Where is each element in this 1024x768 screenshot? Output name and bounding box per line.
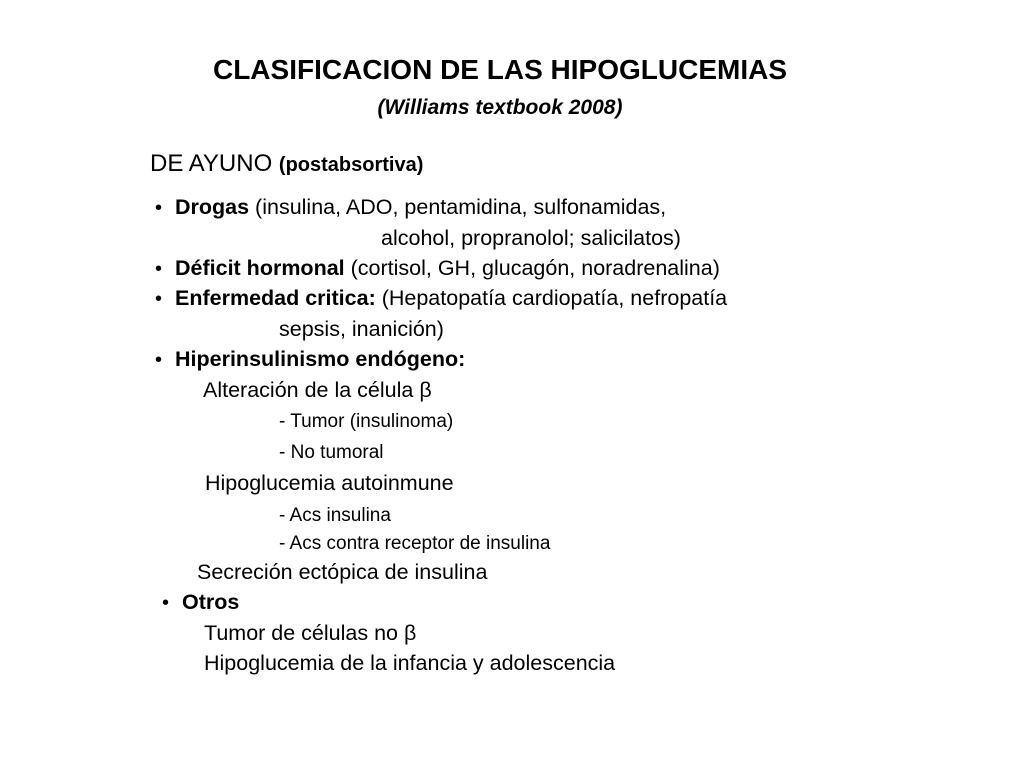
bullet-icon: • bbox=[155, 258, 163, 280]
bullet-icon: • bbox=[155, 197, 163, 219]
list-item-deficit bbox=[155, 258, 720, 280]
section-paren: (postabsortiva) bbox=[278, 154, 424, 176]
list-item-otros bbox=[162, 592, 239, 614]
sub-item: Secreción ectópica de insulina bbox=[197, 560, 488, 584]
sub-item: Hipoglucemia autoinmune bbox=[205, 471, 454, 495]
item-detail-continuation: alcohol, propranolol; salicilatos) bbox=[381, 226, 681, 250]
slide-title: CLASIFICACION DE LAS HIPOGLUCEMIAS bbox=[212, 54, 787, 85]
item-label: Hiperinsulinismo endógeno: bbox=[175, 347, 466, 371]
sub-item: Alteración de la célula β bbox=[203, 378, 432, 402]
section-heading bbox=[150, 152, 423, 176]
sub-sub-item: - No tumoral bbox=[279, 442, 384, 463]
item-detail: (insulina, ADO, pentamidina, sulfonamidas, bbox=[249, 195, 667, 219]
bullet-icon: • bbox=[155, 349, 163, 371]
item-detail: (cortisol, GH, glucagón, noradrenalina) bbox=[344, 256, 720, 280]
sub-sub-item: - Acs contra receptor de insulina bbox=[279, 533, 551, 554]
item-detail-continuation: sepsis, inanición) bbox=[279, 317, 444, 341]
slide-subtitle: (Williams textbook 2008) bbox=[377, 96, 623, 119]
item-label: Enfermedad critica: bbox=[175, 286, 376, 310]
item-label: Drogas bbox=[175, 195, 250, 219]
item-label: Otros bbox=[182, 590, 240, 614]
sub-item: Tumor de células no β bbox=[204, 621, 417, 645]
section-label: DE AYUNO bbox=[150, 150, 273, 177]
sub-sub-item: - Tumor (insulinoma) bbox=[279, 411, 454, 432]
item-label: Déficit hormonal bbox=[175, 256, 345, 280]
bullet-icon: • bbox=[162, 592, 170, 614]
list-item-hiperinsulinismo bbox=[155, 349, 465, 371]
bullet-icon: • bbox=[155, 288, 163, 310]
item-detail: (Hepatopatía cardiopatía, nefropatía bbox=[375, 286, 728, 310]
list-item-enfermedad bbox=[155, 288, 727, 310]
sub-sub-item: - Acs insulina bbox=[279, 505, 391, 526]
list-item-drogas bbox=[155, 197, 666, 219]
sub-item: Hipoglucemia de la infancia y adolescencia bbox=[204, 651, 616, 675]
